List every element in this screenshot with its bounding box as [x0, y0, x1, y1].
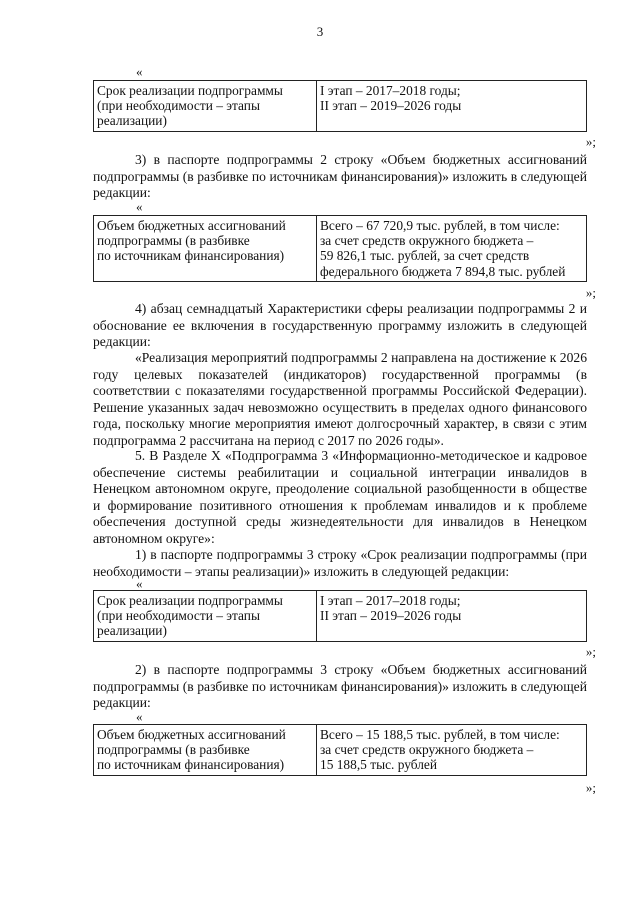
table-text: 15 188,5 тыс. рублей	[320, 757, 438, 773]
table-text: Срок реализации подпрограммы	[97, 83, 283, 98]
table-label-cell	[94, 216, 317, 282]
open-quote: «	[136, 709, 143, 724]
close-quote: »;	[585, 285, 596, 300]
close-quote: »;	[585, 780, 596, 795]
paragraph-section-5: 5. В Разделе X «Подпрограмма 3 «Информационно-методическое и кадровое обеспечение системы реабилитации и социальной интеграции инвалидов в Ненецком автономном округе, преодоление социальной разобщенности в обществе и формирование позитивного отношения к проблемам инвалидов и к проблеме обеспечения доступной среды жизнедеятельности для инвалидов в Ненецком автономном округе»:	[93, 448, 587, 546]
table-term-subprogram-3	[93, 590, 587, 642]
table-text: Объем бюджетных ассигнований	[97, 727, 286, 742]
table-value-cell	[317, 591, 587, 642]
table-text: по источникам финансирования)	[97, 248, 285, 264]
table-text: I этап – 2017–2018 годы;	[320, 593, 461, 608]
paragraph-quote: «Реализация мероприятий подпрограммы 2 направлена на достижение к 2026 году целевых показателей (индикаторов) государственной программы (в соответствии с показателями государственной программы Российской Федерации). Решение указанных задач невозможно осуществить в пределах одного финансового года, поскольку многие мероприятия имеют долгосрочный характер, в связи с этим подпрограмма 2 рассчитана на период с 2017 по 2026 годы».	[93, 350, 587, 448]
open-quote: «	[136, 199, 143, 214]
table-text: Всего – 15 188,5 тыс. рублей, в том числе:	[320, 727, 560, 742]
paragraph-item-5-1: 1) в паспорте подпрограммы 3 строку «Срок реализации подпрограммы (при необходимости – этапы реализации)» изложить в следующей редакции:	[93, 547, 587, 579]
table-text: Срок реализации подпрограммы	[97, 593, 283, 608]
paragraph-item-3: 3) в паспорте подпрограммы 2 строку «Объем бюджетных ассигнований подпрограммы (в разбивке по источникам финансирования)» изложить в следующей редакции:	[93, 152, 587, 200]
table-text: за счет средств окружного бюджета –	[320, 742, 534, 758]
table-value-cell	[317, 81, 587, 132]
paragraph-item-4: 4) абзац семнадцатый Характеристики сферы реализации подпрограммы 2 и обоснование ее включения в государственную программу изложить в следующей редакции:	[93, 301, 587, 349]
table-label-cell	[94, 725, 317, 776]
open-quote: «	[136, 64, 143, 79]
table-label-cell	[94, 591, 317, 642]
table-text: Всего – 67 720,9 тыс. рублей, в том числе:	[320, 218, 560, 233]
open-quote: «	[136, 576, 143, 591]
table-text: (при необходимости – этапы	[97, 608, 260, 624]
table-text: II этап – 2019–2026 годы	[320, 98, 462, 114]
table-term-subprogram-2	[93, 80, 587, 132]
table-text: по источникам финансирования)	[97, 757, 285, 773]
table-text: II этап – 2019–2026 годы	[320, 608, 462, 624]
close-quote: »;	[585, 644, 596, 659]
table-text: подпрограммы (в разбивке	[97, 233, 250, 249]
table-text: 59 826,1 тыс. рублей, за счет средств	[320, 248, 530, 264]
table-budget-subprogram-3	[93, 724, 587, 776]
table-text: Объем бюджетных ассигнований	[97, 218, 286, 233]
table-value-cell	[317, 725, 587, 776]
table-text: подпрограммы (в разбивке	[97, 742, 250, 758]
page-number: 3	[316, 24, 324, 39]
table-text: реализации)	[97, 623, 167, 639]
table-text: I этап – 2017–2018 годы;	[320, 83, 461, 98]
table-value-cell	[317, 216, 587, 282]
table-text: за счет средств окружного бюджета –	[320, 233, 534, 249]
table-budget-subprogram-2	[93, 215, 587, 282]
table-text: федерального бюджета 7 894,8 тыс. рублей	[320, 263, 566, 279]
table-text: (при необходимости – этапы	[97, 98, 260, 114]
table-text: реализации)	[97, 113, 167, 129]
close-quote: »;	[585, 134, 596, 149]
paragraph-item-5-2: 2) в паспорте подпрограммы 3 строку «Объем бюджетных ассигнований подпрограммы (в разбивке по источникам финансирования)» изложить в следующей редакции:	[93, 662, 587, 710]
table-label-cell	[94, 81, 317, 132]
